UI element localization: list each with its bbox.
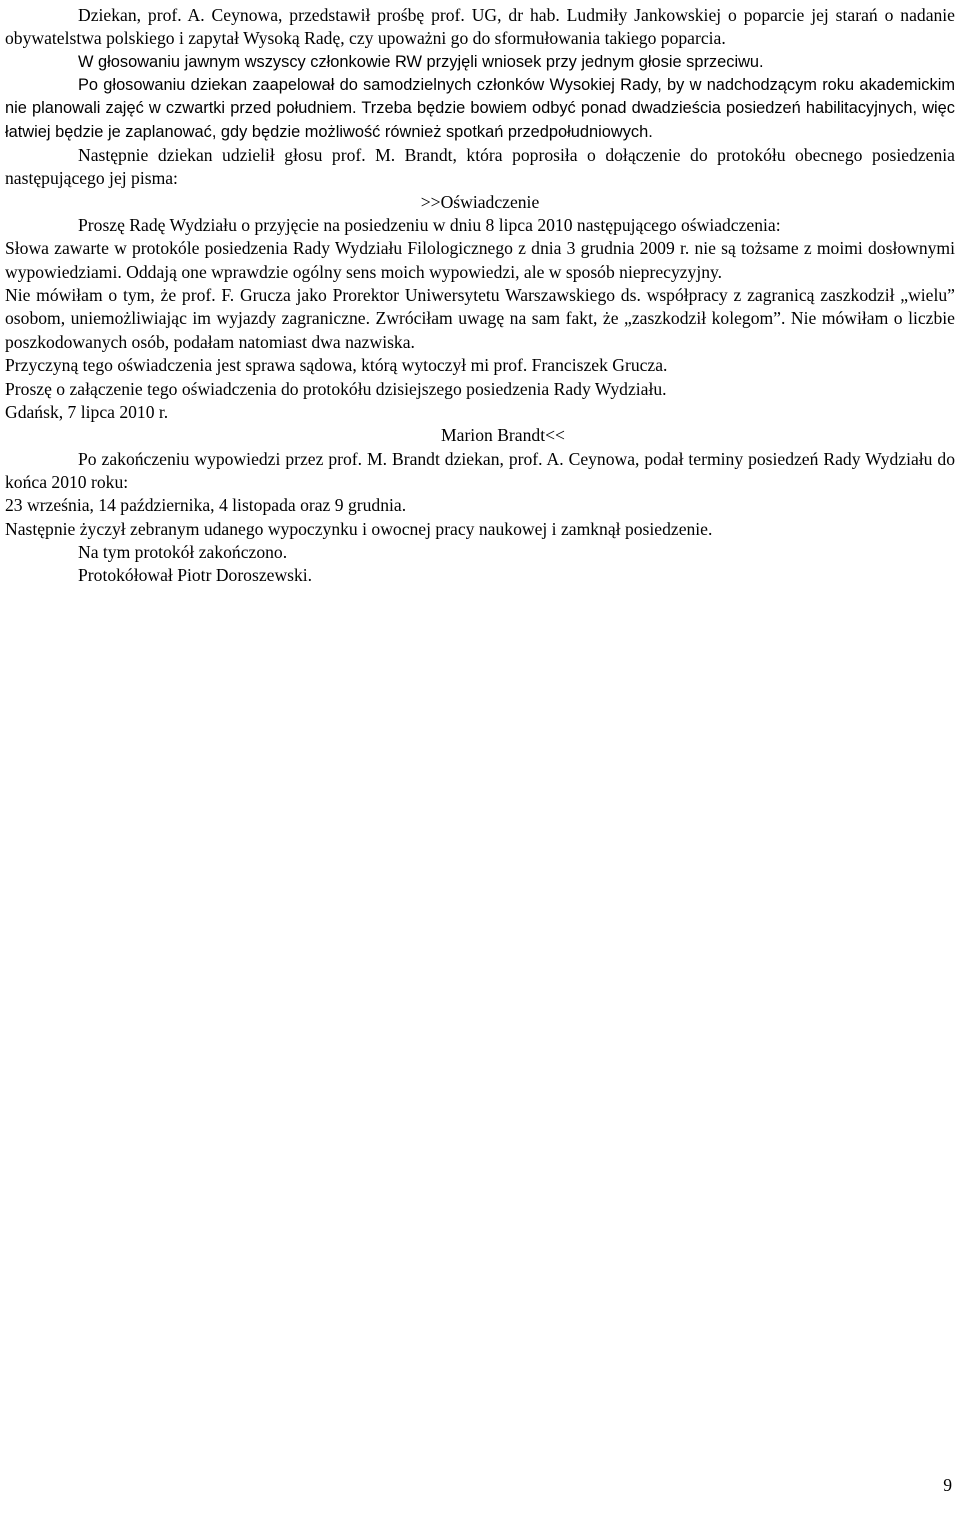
- paragraph-citizenship-request: Dziekan, prof. A. Ceynowa, przedstawił prośbę prof. UG, dr hab. Ludmiły Jankowskiej o poparcie jej starań o nadanie obywatelstwa polskiego i zapytał Wysoką Radę, czy upoważni go do sformułowania takiego poparcia.: [5, 5, 955, 49]
- statement-heading: >>Oświadczenie: [420, 191, 540, 212]
- document-page: [5, 4, 955, 588]
- paragraph-meeting-dates: 23 września, 14 października, 4 listopada oraz 9 grudnia.: [5, 495, 407, 516]
- paragraph-meeting-dates-intro: Po zakończeniu wypowiedzi przez prof. M. Brandt dziekan, prof. A. Ceynowa, podał terminy posiedzeń Rady Wydziału do końca 2010 roku:: [5, 448, 955, 492]
- statement-paragraph-1: Słowa zawarte w protokóle posiedzenia Rady Wydziału Filologicznego z dnia 3 grudnia 2009 r. nie są tożsame z moimi dosłownymi wypowiedziami. Oddają one wprawdzie ogólny sens moich wypowiedzi, ale w sposób nieprecyzyjny.: [5, 238, 955, 282]
- paragraph-vote-result: W głosowaniu jawnym wszyscy członkowie RW przyjęli wniosek przy jednym głosie sprzeciwu.: [78, 52, 764, 71]
- paragraph-protocol-author: Protokółował Piotr Doroszewski.: [78, 565, 313, 586]
- paragraph-closing: Następnie życzył zebranym udanego wypoczynku i owocnej pracy naukowej i zamknął posiedzenie.: [5, 518, 713, 539]
- statement-paragraph-3: Przyczyną tego oświadczenia jest sprawa sądowa, którą wytoczył mi prof. Franciszek Grucza.: [5, 355, 668, 376]
- paragraph-protocol-end: Na tym protokół zakończono.: [78, 541, 288, 562]
- statement-intro: Proszę Radę Wydziału o przyjęcie na posiedzeniu w dniu 8 lipca 2010 następującego oświadczenia:: [78, 215, 781, 236]
- statement-date: Gdańsk, 7 lipca 2010 r.: [5, 401, 169, 422]
- page-number: 9: [943, 1475, 952, 1495]
- statement-paragraph-2: Nie mówiłam o tym, że prof. F. Grucza jako Prorektor Uniwersytetu Warszawskiego ds. współpracy z zagranicą zaszkodził „wielu” osobom, uniemożliwiając im wyjazdy zagraniczne. Zwróciłam uwagę na sam fakt, że „zaszkodził kolegom”. Nie mówiłam o liczbie poszkodowanych osób, podałam natomiast dwa nazwiska.: [5, 285, 955, 352]
- statement-paragraph-4: Proszę o załączenie tego oświadczenia do protokółu dzisiejszego posiedzenia Rady Wydziału.: [5, 378, 667, 399]
- paragraph-dean-appeal: Po głosowaniu dziekan zaapelował do samodzielnych członków Wysokiej Rady, by w nadchodzącym roku akademickim nie planowali zajęć w czwartki przed południem. Trzeba będzie bowiem odbyć ponad dwadzieścia posiedzeń habilitacyjnych, więc łatwiej będzie je zaplanować, gdy będzie możliwość również spotkań przedpołudniowych.: [5, 76, 955, 141]
- paragraph-brandt-request: Następnie dziekan udzielił głosu prof. M. Brandt, która poprosiła o dołączenie do protokółu obecnego posiedzenia następującego jej pisma:: [5, 145, 955, 189]
- statement-signature: Marion Brandt<<: [441, 425, 565, 446]
